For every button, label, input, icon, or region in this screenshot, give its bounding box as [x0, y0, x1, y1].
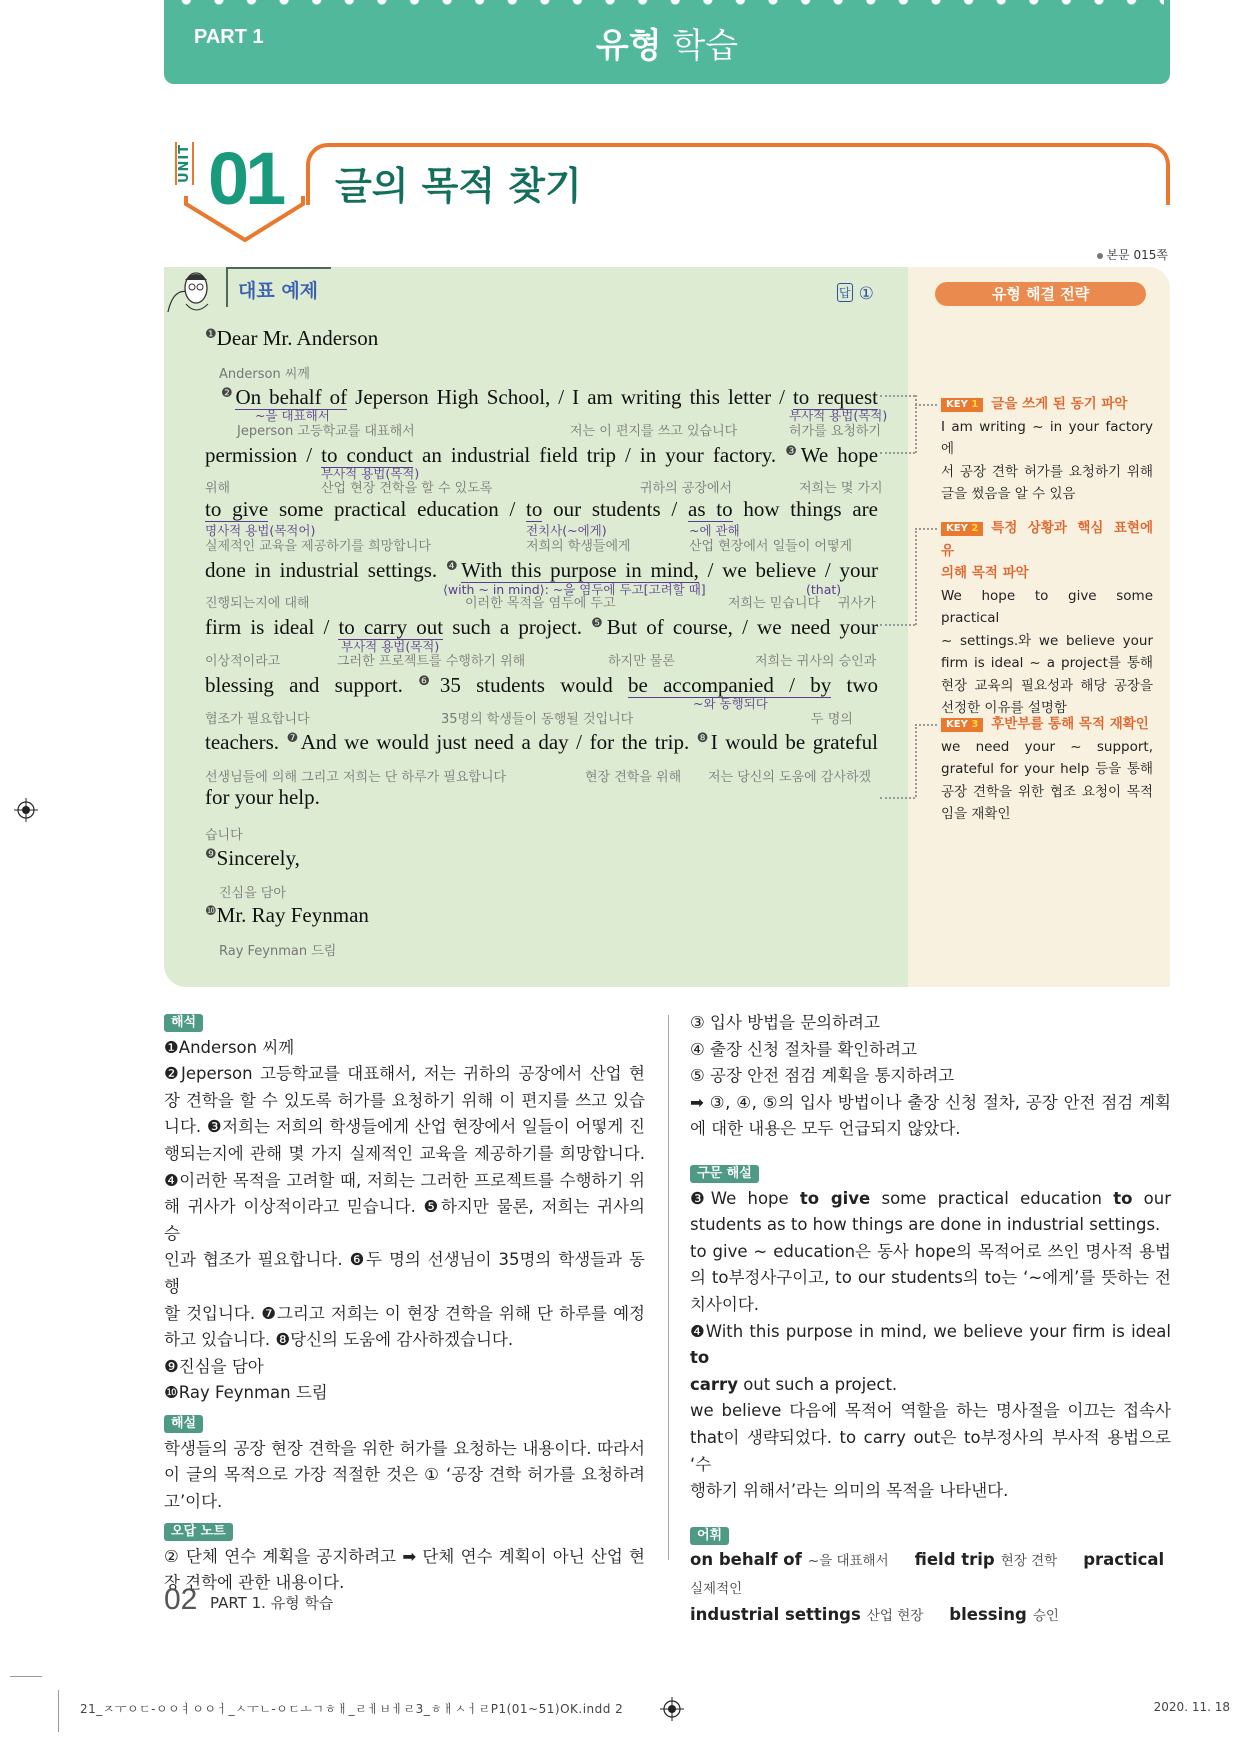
- key-heading: 후반부를 통해 목적 재확인: [991, 716, 1149, 732]
- grammar-note: 부사적 용법(목적): [321, 466, 420, 481]
- print-file-name: 21_ㅈㅜㅇㄷ-ㅇㅇㅕㅇㅇㅓ_ㅅㅜㄴ-ㅇㄷㅗㄱㅎㅐ_ㄹㅔㅂㅔㄹ3_ㅎㅐㅅㅓㄹP1(01~51)OK.indd 2: [80, 1702, 624, 1716]
- page-reference: 본문 015쪽: [1097, 246, 1169, 263]
- text-segment: ❸We hope: [690, 1188, 800, 1208]
- text-segment: teachers.: [205, 730, 287, 754]
- syntax-line: [690, 1319, 1171, 1372]
- underlined-phrase: be accompanied / by: [628, 673, 832, 697]
- text-segment: out such a project.: [737, 1374, 898, 1394]
- grammar-note: 부사적 용법(목적): [341, 639, 440, 654]
- text-segment: 의 to부정사구이고, to our students의 to는 ‘~에게’를 뜻하는 전: [690, 1268, 1171, 1288]
- vocab-term: industrial settings: [690, 1605, 861, 1625]
- underlined-phrase: to give: [205, 497, 269, 521]
- part-title: [164, 18, 1170, 67]
- gloss: 저희는 귀사의 승인과: [755, 654, 877, 669]
- answer-value: ①: [858, 284, 874, 304]
- key-badge-number: 1: [971, 399, 979, 410]
- connector-line: [880, 797, 915, 799]
- vocab-meaning: ~을 대표해서: [807, 1553, 889, 1570]
- translation-line: 장 견학을 할 수 있도록 허가를 요청하기 위해 이 편지를 쓰고 있습: [164, 1090, 645, 1110]
- letter-line: [205, 784, 878, 810]
- text-segment: 치사이다.: [690, 1294, 760, 1314]
- gloss: 산업 현장에서 일들이 어떻게: [689, 539, 853, 554]
- vocab-meaning: 현장 견학: [1000, 1553, 1058, 1570]
- text-segment: 행하기 위해서’라는 의미의 목적을 나타낸다.: [690, 1481, 1009, 1501]
- vocab-term: on behalf of: [690, 1550, 802, 1570]
- key-text: I am writing ~ in your factory에: [941, 418, 1153, 457]
- connector-line: [915, 528, 937, 530]
- key-text: firm is ideal ~ a project를 통해: [941, 655, 1153, 671]
- sentence-number: ❻: [418, 674, 440, 689]
- text-segment: We hope: [800, 443, 879, 467]
- translation-line: 니다. ❸저희는 저희의 학생들에게 산업 현장에서 일들이 어떻게 진: [164, 1117, 645, 1137]
- teacher-face-icon: [164, 264, 226, 314]
- translation-line: 인과 협조가 필요합니다. ❻두 명의 선생님이 35명의 학생들과 동행: [164, 1250, 645, 1296]
- text-segment: students as to how things are done in industrial settings.: [690, 1215, 1161, 1235]
- page-number: 02: [164, 1583, 198, 1616]
- text-segment: ❹With this purpose in mind, we believe your firm is ideal: [690, 1321, 1171, 1341]
- gloss: 위해: [205, 481, 231, 496]
- registration-mark-icon: [660, 1697, 684, 1721]
- translation-line: ❷Jeperson 고등학교를 대표해서, 저는 귀하의 공장에서 산업 현: [164, 1064, 645, 1084]
- gloss: 진행되는지에 대해: [205, 596, 310, 611]
- text-segment: permission /: [205, 443, 322, 467]
- grammar-note: ⟨with ~ in mind⟩: ~을 염두에 두고[고려할 때]: [443, 582, 706, 597]
- underlined-phrase: With this purpose in mind,: [461, 558, 699, 582]
- text-segment: some practical education /: [268, 497, 527, 521]
- gloss: 현장 견학을 위해: [585, 770, 682, 785]
- connector-line: [915, 528, 917, 625]
- syntax-line: [690, 1372, 1171, 1399]
- translation-line: 행되는지에 관해 몇 가지 실제적인 교육을 제공하기를 희망합니다.: [164, 1143, 645, 1163]
- text-segment: to give: [799, 1188, 871, 1208]
- part-title-bold: 유형: [595, 26, 662, 66]
- text-segment: to give ~ education은 동사 hope의 목적어로 쓰인 명사적 용법: [690, 1241, 1171, 1261]
- unit-title: 글의 목적 찾기: [335, 164, 582, 208]
- strategy-title: 유형 해결 전략: [935, 282, 1146, 306]
- gloss: 저희는 믿습니다: [728, 596, 821, 611]
- text-segment: 35 students would: [439, 673, 629, 697]
- underlined-phrase: On behalf of: [235, 385, 348, 409]
- sentence-number: ❿: [205, 904, 217, 919]
- gloss: 귀하의 공장에서: [640, 481, 733, 496]
- translation-line: 해 귀사가 이상적이라고 믿습니다. ❺하지만 물론, 저희는 귀사의 승: [164, 1197, 645, 1243]
- translation-line: 하고 있습니다. ❽당신의 도움에 감사하겠습니다.: [164, 1330, 514, 1350]
- key-text: 선정한 이유를 설명함: [941, 700, 1067, 716]
- gloss: 습니다: [205, 828, 243, 843]
- sentence-number: ❷: [221, 386, 236, 401]
- vocab-term: blessing: [949, 1605, 1027, 1625]
- translation-line: ❾진심을 담아: [164, 1356, 264, 1376]
- text-segment: carry: [690, 1374, 738, 1394]
- grammar-note: ~와 동행되다: [693, 696, 768, 711]
- section-tag-syntax: 구문 해설: [690, 1165, 759, 1183]
- sentence-number: ❼: [286, 731, 301, 746]
- letter-line: [205, 554, 878, 583]
- right-column: [690, 1010, 1171, 1630]
- vocab-meaning: 산업 현장: [866, 1608, 924, 1625]
- text-segment: that이 생략되었다. to carry out은 to부정사의 부사적 용법으로 ‘수: [690, 1427, 1171, 1474]
- underlined-phrase: to carry out: [338, 615, 444, 639]
- section-tag-vocab: 어휘: [690, 1527, 729, 1545]
- strategy-key-2: [941, 517, 1153, 720]
- key-badge-text: KEY: [946, 523, 968, 534]
- grammar-note: (that): [806, 582, 842, 597]
- wrong-note-line: ⑤ 공장 안전 점검 계획을 통지하려고: [690, 1066, 955, 1086]
- text-segment: And we would just need a day / for the trip.: [300, 730, 697, 754]
- syntax-line: [690, 1186, 1171, 1213]
- grammar-note: ~을 대표해서: [255, 408, 330, 423]
- grammar-note: 전치사(~에게): [526, 523, 607, 538]
- gloss: 협조가 필요합니다: [205, 712, 310, 727]
- letter-line: [205, 322, 878, 351]
- translation-line: ❶Anderson 씨께: [164, 1037, 295, 1057]
- connector-line: [915, 724, 937, 726]
- explanation-line: 학생들의 공장 현장 견학을 위한 허가를 요청하는 내용이다. 따라서: [164, 1438, 645, 1458]
- gloss: 진심을 담아: [219, 886, 286, 901]
- translation-line: 할 것입니다. ❼그리고 저희는 이 현장 견학을 위해 단 하루를 예정: [164, 1303, 645, 1323]
- text-segment: some practical education: [870, 1188, 1114, 1208]
- explanation-line: 이 글의 목적으로 가장 적절한 것은 ① ‘공장 견학 허가를 요청하려: [164, 1465, 645, 1485]
- connector-line: [915, 404, 937, 406]
- key-badge-number: 2: [971, 523, 979, 534]
- column-divider: [668, 1015, 669, 1560]
- print-date: 2020. 11. 18: [1153, 1700, 1230, 1714]
- example-label: 대표 예제: [238, 280, 319, 302]
- wrong-note-line: 장 견학에 관한 내용이다.: [164, 1573, 345, 1593]
- text-segment: done in industrial settings.: [205, 558, 446, 582]
- gloss: Jeperson 고등학교를 대표해서: [237, 424, 415, 439]
- gloss: Anderson 씨께: [219, 367, 310, 382]
- letter-line: [205, 439, 878, 468]
- key-badge-text: KEY: [946, 719, 968, 730]
- gloss: 선생님들에 의해 그리고 저희는 단 하루가 필요합니다: [205, 770, 507, 785]
- grammar-note: ~에 관해: [689, 523, 740, 538]
- gloss: 그러한 프로젝트를 수행하기 위해: [337, 654, 526, 669]
- example-tab-line: [226, 267, 331, 269]
- key-text: 서 공장 견학 허가를 요청하기 위해: [941, 463, 1153, 480]
- translation-line: ❹이러한 목적을 고려할 때, 저희는 그러한 프로젝트를 수행하기 위: [164, 1170, 645, 1190]
- key-text: 공장 견학을 위한 협조 요청이 목적: [941, 783, 1153, 800]
- vocab-term: field trip: [914, 1550, 995, 1570]
- key-text: 현장 교육의 필요성과 해당 공장을: [941, 677, 1153, 694]
- wrong-note-line: ➡ ③, ④, ⑤의 입사 방법이나 출장 신청 절차, 공장 안전 점검 계획: [690, 1092, 1171, 1112]
- key-text: 임을 재확인: [941, 806, 1011, 822]
- text-segment: for your help.: [205, 785, 320, 809]
- wrong-note-line: ④ 출장 신청 절차를 확인하려고: [690, 1039, 918, 1059]
- key-badge-number: 3: [971, 719, 979, 730]
- wrong-note-line: ③ 입사 방법을 문의하려고: [690, 1013, 880, 1032]
- syntax-line: [690, 1398, 1171, 1425]
- key-heading: 글을 쓰게 된 동기 파악: [991, 396, 1128, 412]
- gloss: 실제적인 교육을 제공하기를 희망합니다: [205, 539, 431, 554]
- section-tag-explanation: 해설: [164, 1415, 203, 1433]
- underlined-phrase: as to: [688, 497, 733, 521]
- gloss: 이상적이라고: [205, 654, 281, 669]
- unit-number: 01: [208, 137, 283, 220]
- gloss: 하지만 물론: [608, 654, 675, 669]
- strategy-key-3: [941, 713, 1153, 826]
- text-segment: blessing and support.: [205, 673, 419, 697]
- vocab-term: practical: [1083, 1550, 1165, 1570]
- translation-line: ❿Ray Feynman 드림: [164, 1383, 328, 1403]
- gloss: 산업 현장 견학을 할 수 있도록: [321, 481, 493, 496]
- letter-line: [205, 899, 878, 928]
- section-tag-wrong-notes: 오답 노트: [164, 1523, 233, 1541]
- gloss: 허가를 요청하기: [789, 424, 882, 439]
- sentence-number: ❺: [591, 616, 607, 631]
- gloss: 35명의 학생들이 동행될 것입니다: [441, 712, 634, 727]
- text-segment: how things are: [732, 497, 878, 521]
- letter-line: [205, 842, 878, 871]
- key-badge: [941, 522, 983, 536]
- connector-line: [880, 624, 915, 626]
- text-segment: we believe 다음에 목적어 역할을 하는 명사절을 이끄는 접속사: [690, 1401, 1171, 1421]
- sentence-number: ❾: [205, 847, 217, 862]
- sentence-number: ❹: [445, 559, 462, 574]
- gloss: 저는 이 편지를 쓰고 있습니다: [570, 424, 738, 439]
- letter-line: [221, 381, 878, 410]
- text-segment: two: [831, 673, 879, 697]
- connector-line: [880, 452, 915, 454]
- crop-mark: [58, 1690, 59, 1732]
- syntax-line: [690, 1292, 1171, 1319]
- grammar-note: 명사적 용법(목적어): [205, 523, 316, 538]
- text-segment: to: [1113, 1188, 1133, 1208]
- text-segment: But of course, / we need your: [606, 615, 879, 639]
- key-text: We hope to give some practical: [941, 587, 1153, 626]
- syntax-line: [690, 1265, 1171, 1292]
- key-badge: [941, 718, 983, 732]
- gloss: 이러한 목적을 염두에 두고: [465, 596, 616, 611]
- vocab-row: [690, 1602, 1171, 1630]
- example-tab-edge: [226, 267, 228, 307]
- vocab-meaning: 실제적인: [690, 1580, 743, 1597]
- gloss: Ray Feynman 드림: [219, 944, 337, 959]
- letter-line: [205, 726, 878, 755]
- letter-line: [205, 669, 878, 698]
- key-text: ~ settings.와 we believe your: [941, 632, 1153, 649]
- letter-line: [205, 496, 878, 522]
- key-heading-cont: 의해 목적 파악: [941, 565, 1029, 581]
- text-segment: our students /: [542, 497, 689, 521]
- section-tag-translation: 해석: [164, 1014, 203, 1032]
- text-segment: Sincerely,: [216, 846, 300, 870]
- text-segment: Dear Mr. Anderson: [216, 326, 379, 350]
- vocab-meaning: 승인: [1032, 1608, 1059, 1625]
- syntax-line: [690, 1239, 1171, 1266]
- key-text: 글을 썼음을 알 수 있음: [941, 486, 1076, 502]
- answer-tag: 답: [837, 283, 853, 302]
- sentence-number: ❽: [696, 731, 711, 746]
- syntax-line: [690, 1478, 1171, 1505]
- strategy-key-1: [941, 393, 1153, 506]
- key-text: we need your ~ support,: [941, 738, 1153, 755]
- header-dots-decoration: [170, 0, 1164, 6]
- underlined-phrase: to request: [792, 385, 878, 409]
- crop-mark: [10, 1676, 42, 1677]
- vocab-row: [690, 1547, 1171, 1602]
- grammar-note: 부사적 용법(목적): [789, 408, 888, 423]
- text-segment: firm is ideal /: [205, 615, 339, 639]
- text-segment: Jeperson High School, / I am writing this letter /: [347, 385, 793, 409]
- gloss: 두 명의: [811, 712, 853, 727]
- text-segment: I would be grateful: [710, 730, 879, 754]
- gloss: 저희의 학생들에게: [526, 539, 631, 554]
- key-badge-text: KEY: [946, 399, 968, 410]
- text-segment: such a project.: [443, 615, 592, 639]
- sentence-number: ❸: [785, 444, 801, 459]
- answer-indicator: [837, 283, 874, 304]
- syntax-line: [690, 1212, 1171, 1239]
- gloss: 귀사가: [838, 596, 876, 611]
- letter-line: [205, 611, 878, 640]
- explanation-line: 고’이다.: [164, 1491, 223, 1511]
- syntax-line: [690, 1425, 1171, 1478]
- page-section-label: PART 1. 유형 학습: [210, 1594, 334, 1612]
- gloss: 저희는 몇 가지: [799, 481, 883, 496]
- wrong-note-line: ② 단체 연수 계획을 공지하려고 ➡ 단체 연수 계획이 아닌 산업 현: [164, 1546, 645, 1566]
- part-header-band: [164, 0, 1170, 84]
- sentence-number: ❶: [205, 327, 217, 342]
- part-title-light: 학습: [672, 26, 739, 66]
- text-segment: an industrial field trip / in your factory.: [412, 443, 786, 467]
- unit-word: UNIT: [177, 143, 192, 183]
- text-segment: our: [1132, 1188, 1171, 1208]
- text-segment: Mr. Ray Feynman: [216, 903, 369, 927]
- key-heading: 특정 상황과 핵심 표현에 유: [941, 520, 1153, 559]
- left-column: [164, 1006, 645, 1597]
- registration-mark-icon: [14, 798, 38, 822]
- gloss: 저는 당신의 도움에 감사하겠: [708, 770, 872, 785]
- underlined-phrase: to: [526, 497, 543, 521]
- text-segment: to: [690, 1348, 710, 1368]
- key-badge: [941, 398, 983, 412]
- key-text: grateful for your help 등을 통해: [941, 761, 1153, 777]
- connector-line: [880, 395, 915, 397]
- wrong-note-line: 에 대한 내용은 모두 언급되지 않았다.: [690, 1119, 961, 1139]
- connector-line: [915, 724, 917, 797]
- text-segment: / we believe / your: [698, 558, 878, 582]
- underlined-phrase: to conduct: [321, 443, 413, 467]
- part-label: PART 1: [194, 26, 264, 48]
